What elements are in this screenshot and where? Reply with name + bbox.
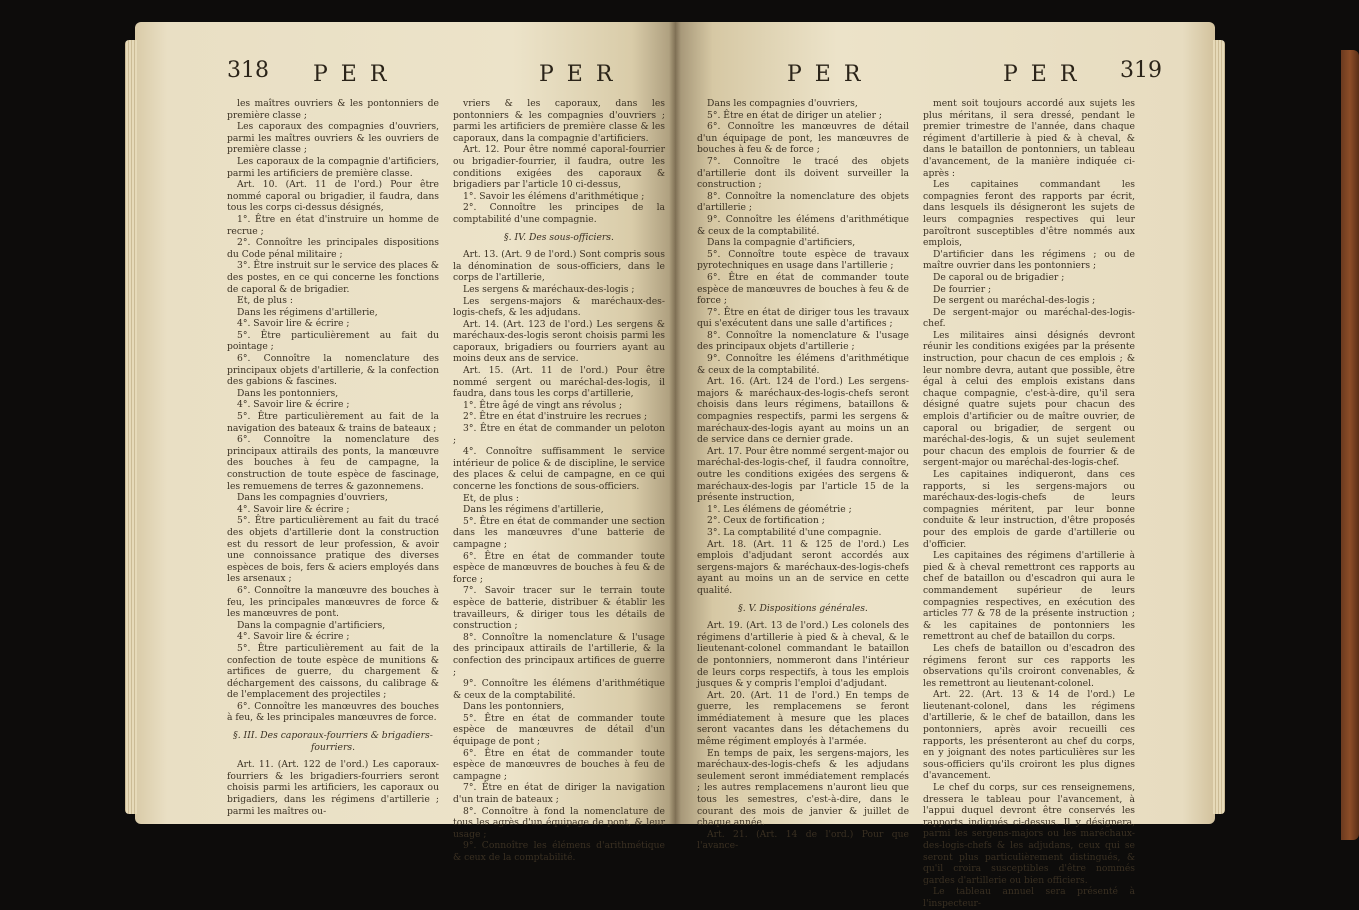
paragraph: 3°. Être en état de commander un peloton ; bbox=[453, 423, 665, 446]
paragraph: Dans les pontonniers, bbox=[463, 701, 565, 713]
paragraph: Le tableau annuel sera présenté à l'inspecteur- bbox=[923, 886, 1135, 909]
right-page-column-2 bbox=[923, 98, 1135, 909]
paragraph: Dans les compagnies d'ouvriers, bbox=[707, 98, 858, 109]
paragraph: 5°. Être en état de commander toute espèce de manœuvres de détail d'un équipage de pont ; bbox=[453, 712, 665, 748]
paragraph: 5°. Être en état de commander une section dans les manœuvres d'une batterie de campagne ; bbox=[453, 515, 665, 550]
paragraph: 7°. Connoître le tracé des objets d'artillerie dont ils doivent surveiller la construction ; bbox=[697, 155, 909, 191]
book-gutter bbox=[669, 22, 681, 824]
section-heading: §. IV. Des sous-officiers. bbox=[504, 231, 614, 243]
paragraph: ment soit toujours accordé aux sujets les plus méritans, il sera dressé, pendant le premier trimestre de l'année, dans chaque régiment d'artillerie à pied & à cheval, & dans le bataillon de pontonniers, un tableau d'avancement, de la manière indiquée ci-après : bbox=[923, 98, 1135, 179]
paragraph: Art. 15. (Art. 11 de l'ord.) Pour être nommé sergent ou maréchal-des-logis, il faudra, dans tous les corps d'artillerie, bbox=[453, 365, 665, 400]
paragraph: les maîtres ouvriers & les pontonniers de première classe ; bbox=[227, 98, 439, 121]
paragraph: Art. 20. (Art. 11 de l'ord.) En temps de guerre, les remplacemens se feront immédiatement à mesure que les places seront vacantes dans les détachemens du même régiment employés à l'armée. bbox=[697, 689, 909, 748]
paragraph: 9°. Connoître les élémens d'arithmétique & ceux de la comptabilité. bbox=[697, 353, 909, 376]
running-head-left-a: P E R bbox=[313, 62, 390, 87]
paragraph: 6°. Connoître les manœuvres de détail d'un équipage de pont, les manœuvres de bouches à feu & de force ; bbox=[697, 121, 909, 156]
paragraph: Les chefs de bataillon ou d'escadron des régimens feront sur ces rapports les observations qu'ils croiront convenables, & les remettront au lieutenant-colonel. bbox=[923, 642, 1135, 689]
paragraph: 3°. Être instruit sur le service des places & des postes, en ce qui concerne les fonctions de caporal & de brigadier. bbox=[227, 260, 439, 295]
right-page-column-1 bbox=[697, 98, 909, 852]
paragraph: Dans les pontonniers, bbox=[237, 387, 339, 399]
open-book bbox=[135, 22, 1215, 909]
left-page-column-2 bbox=[453, 98, 665, 863]
paragraph: Dans les compagnies d'ouvriers, bbox=[237, 492, 388, 504]
paragraph: 5°. Être particulièrement au fait du tracé des objets d'artillerie dont la construction est du ressort de leur profession, & avoir une connoissance pratique des diverses espèces de bois, fers & aciers employés dans les arsenaux ; bbox=[227, 515, 439, 585]
paragraph: Le chef du corps, sur ces renseignemens, dressera le tableau pour l'avancement, à l'appui duquel devront être conservés les rapports indiqués ci-dessus. Il y désignera, parmi les sergens-majors ou les maréchaux-des-logis-chefs & les adjudans, ceux qui se seront plus particulièrement distingués, & qu'il croira susceptibles d'être nommés gardes d'artillerie ou bien officiers. bbox=[923, 782, 1135, 886]
paragraph: 7°. Être en état de diriger tous les travaux qui s'exécutent dans une salle d'artifices ; bbox=[697, 306, 909, 330]
paragraph: 8°. Connoître la nomenclature & l'usage des principaux attirails de l'artillerie, & la confection des principaux artifices de guerre ; bbox=[453, 631, 665, 678]
paragraph: De sergent ou maréchal-des-logis ; bbox=[933, 295, 1096, 307]
paragraph: Art. 16. (Art. 124 de l'ord.) Les sergens-majors & maréchaux-des-logis-chefs seront choisis dans leurs régimens, bataillons & compagnies respectifs, parmi les sergens & maréchaux-des-logis ayant au moins un an de service dans ce dernier grade. bbox=[697, 376, 909, 446]
paragraph: vriers & les caporaux, dans les pontonniers & les compagnies d'ouvriers ; parmi les artificiers de première classe & les caporaux, dans la compagnie d'artificiers. bbox=[453, 98, 665, 144]
paragraph: 1°. Les élémens de géométrie ; bbox=[707, 503, 852, 515]
paragraph: Les capitaines commandant les compagnies feront des rapports par écrit, dans lesquels ils désigneront les sujets de leurs compagnies respectives qui leur paroîtront susceptibles d'être nommés aux emplois, bbox=[923, 179, 1135, 249]
paragraph: Les caporaux des compagnies d'ouvriers, parmi les maîtres ouvriers & les ouvriers de première classe ; bbox=[227, 121, 439, 156]
paragraph: Art. 17. Pour être nommé sergent-major ou maréchal-des-logis-chef, il faudra connoître, outre les conditions exigées des sergens & maréchaux-des-logis par l'article 15 de la présente instruction, bbox=[697, 445, 909, 504]
paragraph: D'artificier dans les régimens ; ou de maître ouvrier dans les pontonniers ; bbox=[923, 248, 1135, 272]
paragraph: De sergent-major ou maréchal-des-logis-chef. bbox=[923, 306, 1135, 330]
paragraph: Les militaires ainsi désignés devront réunir les conditions exigées par la présente instruction, pour chacun de ces emplois ; & leur nombre devra, autant que possible, être égal à celui des emplois existans dans chaque compagnie, c'est-à-dire, qu'il sera désigné quatre sujets pour chacun des emplois d'artificier ou de maître ouvrier, de caporal ou brigadier, de sergent ou maréchal-des-logis, & un sujet seulement pour chacun des emplois de fourrier & de sergent-major ou maréchal-des-logis-chef. bbox=[923, 329, 1135, 469]
paragraph: 2°. Connoître les principales dispositions du Code pénal militaire ; bbox=[227, 237, 439, 260]
paragraph: 9°. Connoître les élémens d'arithmétique & ceux de la comptabilité. bbox=[697, 213, 909, 237]
paragraph: De caporal ou de brigadier ; bbox=[933, 271, 1065, 283]
section-heading: §. V. Dispositions générales. bbox=[738, 602, 868, 614]
book-cover-edge bbox=[1341, 50, 1359, 840]
paragraph: 1°. Être en état d'instruire un homme de recrue ; bbox=[227, 213, 439, 237]
paragraph: 8°. Connoître la nomenclature & l'usage des principaux objets d'artillerie ; bbox=[697, 329, 909, 353]
paragraph: Dans la compagnie d'artificiers, bbox=[707, 237, 856, 249]
paragraph: 4°. Connoître suffisamment le service intérieur de police & de discipline, le service des places & celui de campagne, en ce qui concerne les fonctions de sous-officiers. bbox=[453, 446, 665, 492]
paragraph: 8°. Connoître à fond la nomenclature de tous les agrès d'un équipage de pont, & leur usage ; bbox=[453, 805, 665, 840]
paragraph: 2°. Ceux de fortification ; bbox=[707, 515, 825, 527]
page-edges-right bbox=[1213, 40, 1225, 814]
paragraph: 8°. Connoître la nomenclature des objets d'artillerie ; bbox=[697, 190, 909, 214]
paragraph: Et, de plus : bbox=[463, 492, 519, 504]
right-page bbox=[675, 22, 1215, 909]
paragraph: 4°. Savoir lire & écrire ; bbox=[237, 399, 350, 411]
paragraph: Art. 21. (Art. 14 de l'ord.) Pour que l'avance- bbox=[697, 828, 909, 852]
paragraph: Art. 18. (Art. 11 & 125 de l'ord.) Les emplois d'adjudant seront accordés aux sergens-majors & maréchaux-des-logis-chefs ayant au moins un an de service en cette qualité. bbox=[697, 538, 909, 596]
left-page bbox=[135, 22, 675, 863]
paragraph: 6°. Être en état de commander toute espèce de manœuvres de bouches à feu & de force ; bbox=[453, 550, 665, 585]
paragraph: 6°. Être en état de commander toute espèce de manœuvres de bouches à feu de campagne ; bbox=[453, 747, 665, 782]
page-number-right: 319 bbox=[1120, 58, 1162, 83]
paragraph: Les sergens-majors & maréchaux-des-logis-chefs, & les adjudans. bbox=[453, 295, 665, 319]
paragraph: Dans les régimens d'artillerie, bbox=[237, 306, 378, 318]
paragraph: 4°. Savoir lire & écrire ; bbox=[237, 631, 350, 643]
paragraph: Art. 10. (Art. 11 de l'ord.) Pour être nommé caporal ou brigadier, il faudra, dans tous les corps ci-dessus désignés, bbox=[227, 179, 439, 214]
paragraph: Et, de plus : bbox=[237, 295, 293, 307]
page-number-left: 318 bbox=[227, 58, 269, 83]
paragraph: 6°. Connoître la manœuvre des bouches à feu, les principales manœuvres de force & les manœuvres de pont. bbox=[227, 584, 439, 620]
paragraph: 1°. Savoir les élémens d'arithmétique ; bbox=[463, 190, 645, 202]
paragraph: 2°. Être en état d'instruire les recrues ; bbox=[463, 411, 648, 423]
paragraph: 1°. Être âgé de vingt ans révolus ; bbox=[463, 399, 623, 411]
paragraph: Art. 22. (Art. 13 & 14 de l'ord.) Le lieutenant-colonel, dans les régimens d'artillerie, & le chef de bataillon, dans les pontonniers, après avoir recueilli ces rapports, les présenteront au chef du corps, en y joignant des notes particulières sur les sous-officiers qu'ils croiront les plus dignes d'avancement. bbox=[923, 689, 1135, 782]
paragraph: 4°. Savoir lire & écrire ; bbox=[237, 503, 350, 515]
paragraph: 5°. Être particulièrement au fait de la confection de toute espèce de munitions & artifices de guerre, du chargement & déchargement des caissons, du calibrage & de l'emplacement des projectiles ; bbox=[227, 642, 439, 701]
paragraph: 3°. La comptabilité d'une compagnie. bbox=[707, 526, 882, 538]
paragraph: 9°. Connoître les élémens d'arithmétique & ceux de la comptabilité. bbox=[453, 840, 665, 863]
paragraph: En temps de paix, les sergens-majors, les maréchaux-des-logis-chefs & les adjudans seulement seront immédiatement remplacés ; les autres remplacemens n'auront lieu que tous les semestres, c'est-à-dire, dans le courant des mois de janvier & juillet de chaque année. bbox=[697, 747, 909, 829]
running-head-right-a: P E R bbox=[787, 62, 864, 87]
paragraph: 6°. Connoître la nomenclature des principaux attirails des ponts, la manœuvre des bouches à feu de campagne, la construction de toute espèce de fascinage, les remuemens de terres & gazonnemens. bbox=[227, 434, 439, 492]
paragraph: 4°. Savoir lire & écrire ; bbox=[237, 318, 350, 330]
paragraph: 6°. Connoître la nomenclature des principaux objets d'artillerie, & la confection des gabions & fascines. bbox=[227, 353, 439, 388]
running-head-right-b: P E R bbox=[1003, 62, 1080, 87]
paragraph: Art. 14. (Art. 123 de l'ord.) Les sergens & maréchaux-des-logis seront choisis parmi les caporaux, brigadiers ou fourriers ayant au moins deux ans de service. bbox=[453, 318, 665, 365]
paragraph: 7°. Savoir tracer sur le terrain toute espèce de batterie, distribuer & établir les travailleurs, & diriger tous les détails de construction ; bbox=[453, 585, 665, 632]
paragraph: De fourrier ; bbox=[933, 283, 992, 295]
paragraph: 6°. Être en état de commander toute espèce de manœuvres de bouches à feu & de force ; bbox=[697, 271, 909, 307]
paragraph: Art. 19. (Art. 13 de l'ord.) Les colonels des régimens d'artillerie à pied & à cheval, & le lieutenant-colonel commandant le bataillon de pontonniers, nommeront dans l'intérieur de leurs corps respectifs, à tous les emplois jusques & y compris l'emploi d'adjudant. bbox=[697, 620, 909, 690]
paragraph: Dans la compagnie d'artificiers, bbox=[237, 619, 386, 631]
paragraph: Les capitaines des régimens d'artillerie à pied & à cheval remettront ces rapports au chef de bataillon ou d'escadron qui aura le commandement supérieur de leurs compagnies respectives, en exécution des articles 77 & 78 de la présente instruction ; & les capitaines de pontonniers les remettront au chef de bataillon du corps. bbox=[923, 550, 1135, 643]
paragraph: 6°. Connoître les manœuvres des bouches à feu, & les principales manœuvres de force. bbox=[227, 700, 439, 724]
paragraph: Les sergens & maréchaux-des-logis ; bbox=[463, 283, 635, 295]
paragraph: Les caporaux de la compagnie d'artificiers, parmi les artificiers de première classe. bbox=[227, 155, 439, 179]
paragraph: Art. 11. (Art. 122 de l'ord.) Les caporaux-fourriers & les brigadiers-fourriers seront choisis parmi les artificiers, les caporaux ou brigadiers, dans les régimens d'artillerie ; parmi les maîtres ou- bbox=[227, 759, 439, 817]
paragraph: 5°. Connoître toute espèce de travaux pyrotechniques en usage dans l'artillerie ; bbox=[697, 248, 909, 272]
left-page-column-1 bbox=[227, 98, 439, 817]
running-head-left-b: P E R bbox=[539, 62, 616, 87]
paragraph: Art. 13. (Art. 9 de l'ord.) Sont compris sous la dénomination de sous-officiers, dans le corps de l'artillerie, bbox=[453, 249, 665, 284]
paragraph: 9°. Connoître les élémens d'arithmétique & ceux de la comptabilité. bbox=[453, 678, 665, 701]
paragraph: 5°. Être particulièrement au fait de la navigation des bateaux & trains de bateaux ; bbox=[227, 411, 439, 434]
paragraph: Les capitaines indiqueront, dans ces rapports, si les sergens-majors ou maréchaux-des-logis-chefs de leurs compagnies méritent, par leur bonne conduite & leur instruction, d'être proposés pour des emplois de garde d'artillerie ou d'officier. bbox=[923, 469, 1135, 550]
paragraph: Dans les régimens d'artillerie, bbox=[463, 504, 604, 516]
page-edges-left bbox=[125, 40, 137, 814]
section-heading: §. III. Des caporaux-fourriers & brigadiers-fourriers. bbox=[233, 730, 433, 753]
paragraph: Art. 12. Pour être nommé caporal-fourrier ou brigadier-fourrier, il faudra, outre les conditions exigées des caporaux & brigadiers par l'article 10 ci-dessus, bbox=[453, 144, 665, 191]
paragraph: 7°. Être en état de diriger la navigation d'un train de bateaux ; bbox=[453, 782, 665, 806]
paragraph: 5°. Être en état de diriger un atelier ; bbox=[707, 109, 883, 121]
paragraph: 2°. Connoître les principes de la comptabilité d'une compagnie. bbox=[453, 202, 665, 225]
paragraph: 5°. Être particulièrement au fait du pointage ; bbox=[227, 329, 439, 353]
